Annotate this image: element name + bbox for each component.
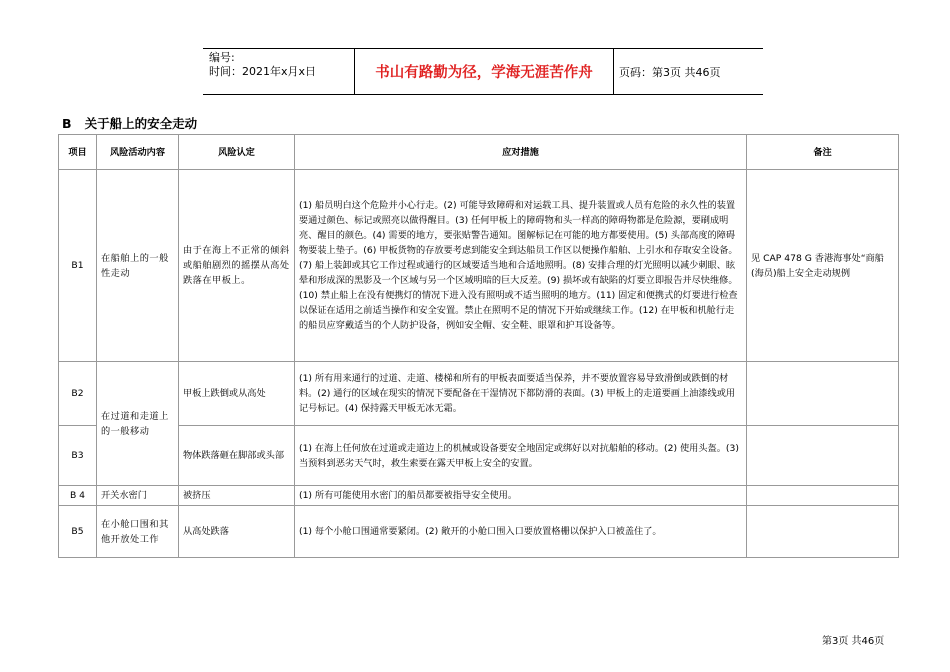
- row-risk: 物体跌落砸在脚部或头部: [179, 426, 295, 486]
- row-id: B1: [59, 170, 97, 362]
- row-activity: 在船舶上的一般性走动: [97, 170, 179, 362]
- row-activity: 在过道和走道上的一般移动: [97, 362, 179, 486]
- row-risk: 从高处跌落: [179, 506, 295, 558]
- motto: 书山有路勤为径，学海无涯苦作舟: [355, 49, 614, 94]
- row-id: B 4: [59, 486, 97, 506]
- row-measures: (1) 在海上任何放在过道或走道边上的机械或设备要安全地固定或绑好以对抗船舶的移动。(2) 使用头盔。(3) 当预料到恶劣天气时，救生索要在露天甲板上安全的安置。: [295, 426, 747, 486]
- row-remark: [747, 362, 899, 426]
- page-footer: 第3页 共46页: [822, 636, 885, 647]
- table-row: [59, 426, 899, 486]
- row-risk: 被挤压: [179, 486, 295, 506]
- row-remark: [747, 426, 899, 486]
- col-header-risk: 风险认定: [179, 135, 295, 170]
- row-remark: [747, 486, 899, 506]
- row-remark: 见 CAP 478 G 香港海事处“商船(海员)船上安全走动规例: [747, 170, 899, 362]
- col-header-activity: 风险活动内容: [97, 135, 179, 170]
- row-measures: (1) 船员明白这个危险并小心行走。(2) 可能导致障碍和对运载工具、提升装置或人员有危险的永久性的装置要通过颜色、标记或照亮以做得醒目。(3) 任何甲板上的障碍物和头一样高的障碍物都是危险源，要刷成明亮、醒目的颜色。(4) 需要的地方，要张贴警告通知。图解标记在可能的地方都要使用。(5) 头部高度的障碍物要装上垫子。(6) 甲板货物的存放要考虑到能安全到达船员工作区以便操作船舶、上引水和存取安全设备。(7) 船上装卸或其它工作过程或通行的区域要适当地和合适地照明。(8) 安排合理的灯光照明以减少刺眼、眩晕和形成深的黑影及一个区域与另一个区域明暗的巨大反差。(9) 损坏或有缺陷的灯要立即报告并尽快维修。(10) 禁止船上在没有便携灯的情况下进入没有照明或不适当照明的地方。(11) 固定和便携式的灯要进行检查以保证在适用之前适当操作和安全安置。禁止在照明不足的情况下开始或继续工作。(12) 在甲板和机舱行走的船员应穿戴适当的个人防护设备，例如安全帽、安全鞋、眼罩和护耳设备等。: [295, 170, 747, 362]
- row-measures: (1) 所有可能使用水密门的船员都要被指导安全使用。: [295, 486, 747, 506]
- row-measures: (1) 每个小舱口围通常要紧闭。(2) 敞开的小舱口围入口要放置格栅以保护入口被盖住了。: [295, 506, 747, 558]
- table-header-row: [59, 135, 899, 170]
- table-row: [59, 170, 899, 362]
- risk-table: [58, 134, 899, 558]
- row-risk: 甲板上跌倒或从高处: [179, 362, 295, 426]
- row-remark: [747, 506, 899, 558]
- section-title: B 关于船上的安全走动: [62, 116, 198, 131]
- row-id: B2: [59, 362, 97, 426]
- page-header: [203, 48, 763, 95]
- page-info: 页码：第3页 共46页: [619, 65, 721, 79]
- row-risk: 由于在海上不正常的倾斜或船舶剧烈的摇摆从高处跌落在甲板上。: [179, 170, 295, 362]
- row-activity: 在小舱口围和其他开放处工作: [97, 506, 179, 558]
- row-measures: (1) 所有用来通行的过道、走道、楼梯和所有的甲板表面要适当保养，并不要放置容易导致滑倒或跌倒的材料。(2) 通行的区域在现实的情况下要配备在干湿情况下都防滑的表面。(3) 甲板上的走道要画上油漆线或用记号标记。(4) 保持露天甲板无冰无霜。: [295, 362, 747, 426]
- row-activity: 开关水密门: [97, 486, 179, 506]
- table-row: [59, 362, 899, 426]
- header-meta: [203, 49, 355, 94]
- col-header-measures: 应对措施: [295, 135, 747, 170]
- time-label: 时间：2021年x月x日: [209, 65, 317, 78]
- col-header-id: 项目: [59, 135, 97, 170]
- number-label: 编号:: [209, 51, 235, 64]
- table-row: [59, 486, 899, 506]
- row-id: B3: [59, 426, 97, 486]
- row-id: B5: [59, 506, 97, 558]
- table-row: [59, 506, 899, 558]
- col-header-remark: 备注: [747, 135, 899, 170]
